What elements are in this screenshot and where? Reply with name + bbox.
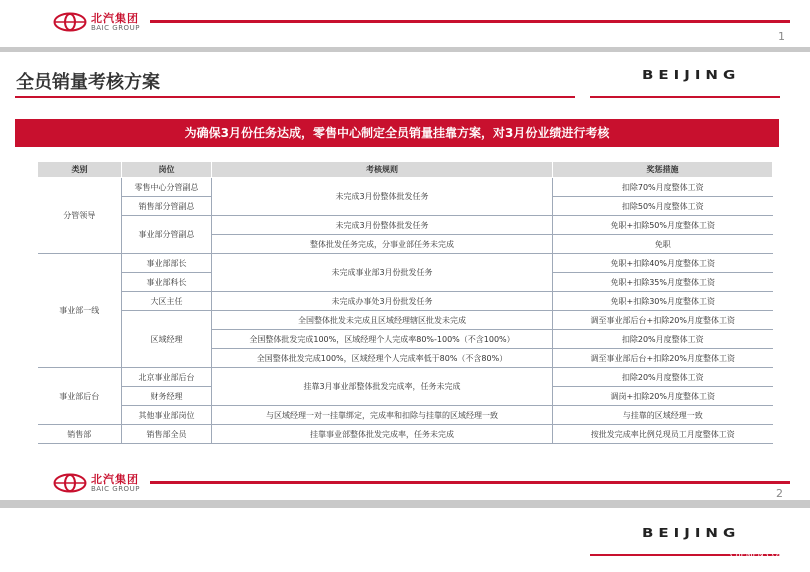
- rule-cell: 全国整体批发完成100%，区域经理个人完成率80%-100%（不含100%）: [212, 330, 553, 349]
- logo-chinese-text: 北汽集团: [91, 472, 139, 486]
- measure-cell: 调岗+扣除20%月度整体工资: [553, 387, 773, 406]
- category-cell: 分管领导: [38, 178, 122, 254]
- table-row: [38, 311, 773, 330]
- table-header-row: [38, 162, 773, 178]
- header-measure: 奖惩措施: [553, 162, 773, 178]
- baic-emblem-icon: [53, 473, 87, 493]
- category-cell: 销售部: [38, 425, 122, 444]
- table-row: [38, 368, 773, 387]
- measure-cell: 免职: [553, 235, 773, 254]
- position-cell: 大区主任: [122, 292, 212, 311]
- rule-cell: 挂靠事业部整体批发完成率，任务未完成: [212, 425, 553, 444]
- table-row: [38, 425, 773, 444]
- rule-cell: 未完成3月份整体批发任务: [212, 216, 553, 235]
- table-row: [38, 216, 773, 235]
- rule-cell: 与区域经理一对一挂靠绑定，完成率和扣除与挂靠的区域经理一致: [212, 406, 553, 425]
- position-cell: 事业部科长: [122, 273, 212, 292]
- measure-cell: 调至事业部后台+扣除20%月度整体工资: [553, 311, 773, 330]
- position-cell: 零售中心分管副总: [122, 178, 212, 197]
- measure-cell: 扣除50%月度整体工资: [553, 197, 773, 216]
- category-cell: 事业部后台: [38, 368, 122, 425]
- watermark-line-1: 汽车网: [742, 533, 766, 542]
- measure-cell: 免职+扣除30%月度整体工资: [553, 292, 773, 311]
- position-cell: 财务经理: [122, 387, 212, 406]
- header-category: 类别: [38, 162, 122, 178]
- header-rule: 考核规则: [212, 162, 553, 178]
- page-number: 1: [778, 30, 785, 43]
- table-row: [38, 254, 773, 273]
- position-cell: 事业部部长: [122, 254, 212, 273]
- header-red-rule: [150, 20, 790, 23]
- rule-cell: 挂靠3月事业部整体批发完成率，任务未完成: [212, 368, 553, 406]
- beijing-brand-logo: BEIJING: [642, 525, 741, 541]
- logo-chinese-text: 北汽集团: [91, 11, 139, 25]
- position-cell: 事业部分管副总: [122, 216, 212, 254]
- objective-banner: 为确保3月份任务达成，零售中心制定全员销量挂靠方案，对3月份业绩进行考核: [15, 119, 779, 147]
- measure-cell: 按批发完成率比例兑现员工月度整体工资: [553, 425, 773, 444]
- measure-cell: 扣除70%月度整体工资: [553, 178, 773, 197]
- rule-cell: 未完成事业部3月份批发任务: [212, 254, 553, 292]
- slide-page-1: [0, 0, 810, 47]
- position-cell: 销售部全员: [122, 425, 212, 444]
- category-cell: 事业部一线: [38, 254, 122, 368]
- measure-cell: 调至事业部后台+扣除20%月度整体工资: [553, 349, 773, 368]
- title-underline: [15, 96, 575, 98]
- measure-cell: 与挂靠的区域经理一致: [553, 406, 773, 425]
- brand-underline: [590, 96, 780, 98]
- position-cell: 其他事业部岗位: [122, 406, 212, 425]
- assessment-table: [37, 161, 773, 444]
- slide-title: 全员销量考核方案: [16, 72, 160, 93]
- table-row: [38, 292, 773, 311]
- rule-cell: 整体批发任务完成，分事业部任务未完成: [212, 235, 553, 254]
- baic-logo: [53, 12, 140, 32]
- header-position: 岗位: [122, 162, 212, 178]
- logo-english-text: BAIC GROUP: [91, 23, 140, 32]
- rule-cell: 全国整体批发未完成且区域经理辖区批发未完成: [212, 311, 553, 330]
- watermark-line-2: ChEMEN.COM: [730, 550, 785, 559]
- beijing-brand-logo: BEIJING: [642, 67, 741, 83]
- rule-cell: 未完成办事处3月份批发任务: [212, 292, 553, 311]
- rule-cell: 未完成3月份整体批发任务: [212, 178, 553, 216]
- footer-baic-logo: [53, 473, 140, 493]
- table-row: [38, 406, 773, 425]
- measure-cell: 扣除20%月度整体工资: [553, 330, 773, 349]
- rule-cell: 全国整体批发完成100%，区域经理个人完成率低于80%（不含80%）: [212, 349, 553, 368]
- measure-cell: 免职+扣除50%月度整体工资: [553, 216, 773, 235]
- position-cell: 北京事业部后台: [122, 368, 212, 387]
- position-cell: 销售部分管副总: [122, 197, 212, 216]
- baic-emblem-icon: [53, 12, 87, 32]
- position-cell: 区域经理: [122, 311, 212, 368]
- footer-red-rule: [150, 481, 790, 484]
- page-number: 2: [776, 487, 783, 500]
- measure-cell: 扣除20%月度整体工资: [553, 368, 773, 387]
- measure-cell: 免职+扣除40%月度整体工资: [553, 254, 773, 273]
- measure-cell: 免职+扣除35%月度整体工资: [553, 273, 773, 292]
- logo-english-text: BAIC GROUP: [91, 484, 140, 493]
- table-row: [38, 178, 773, 197]
